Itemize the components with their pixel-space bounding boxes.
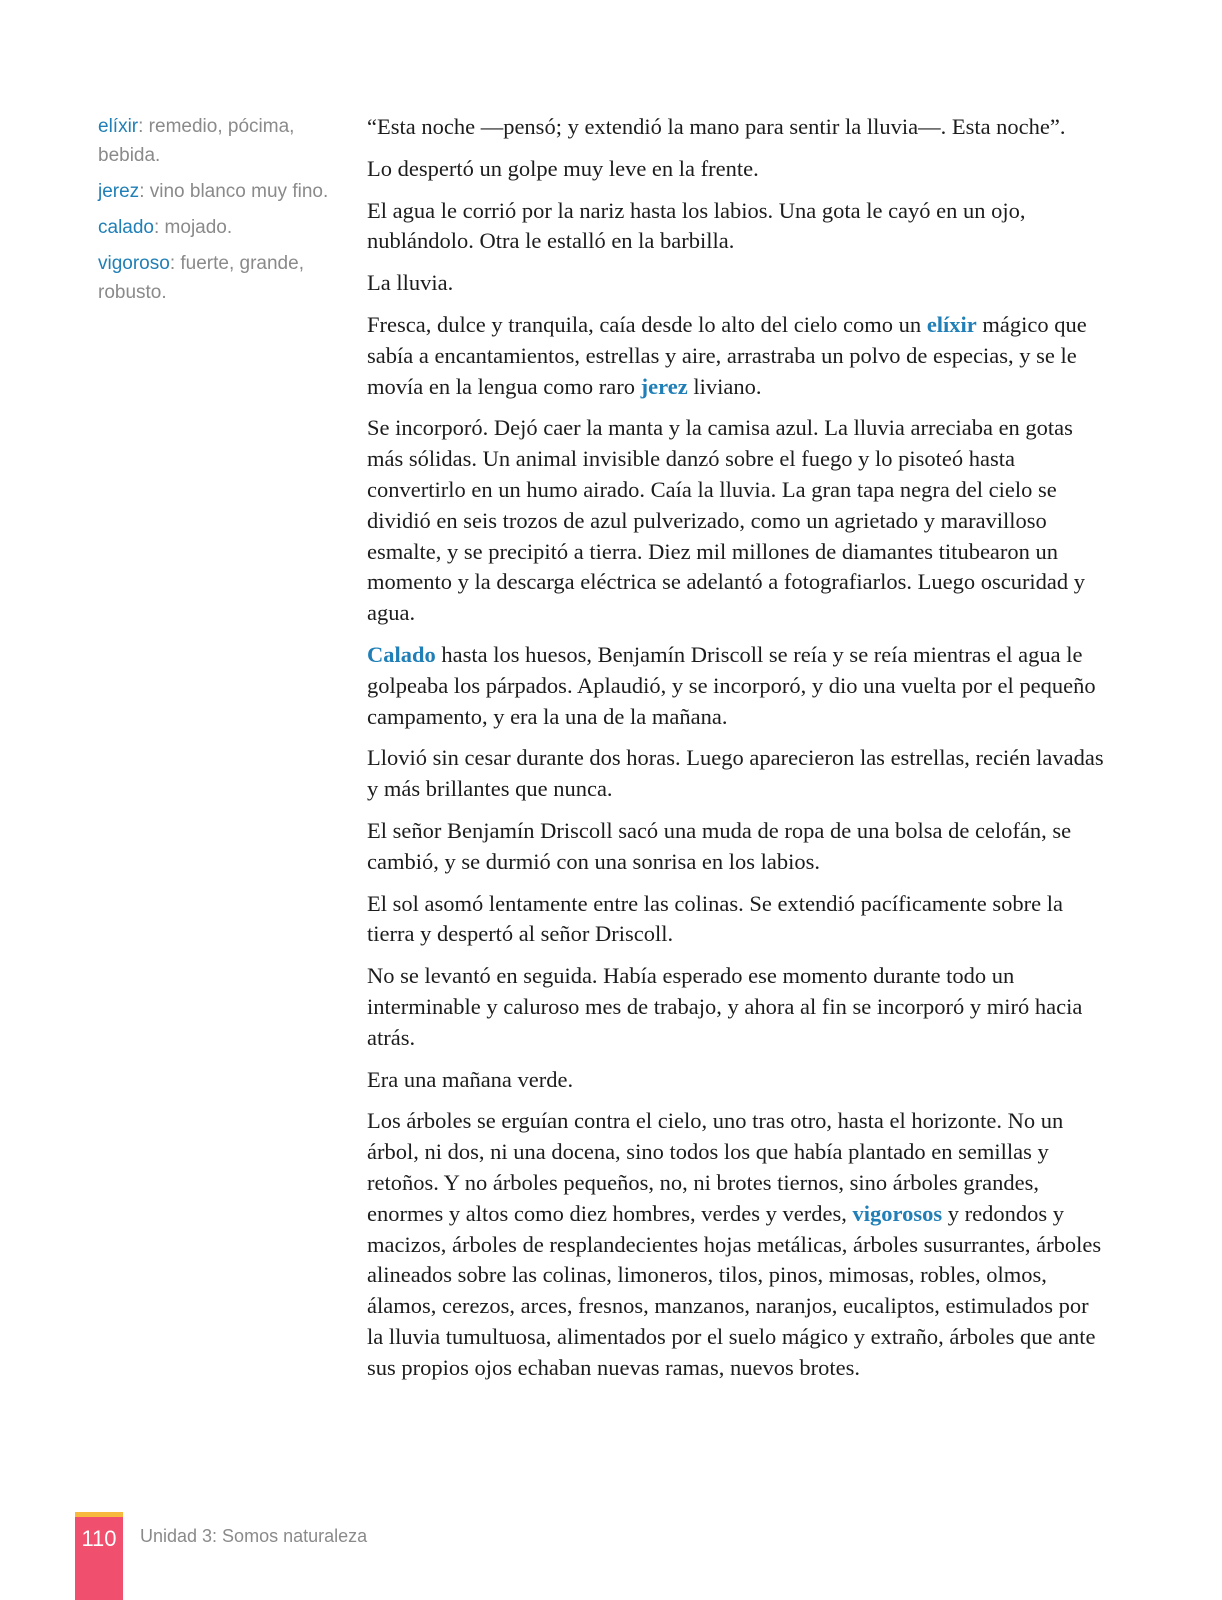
glossary-definition: : fuerte, grande, robusto. [98, 253, 304, 303]
glossary-sidebar [98, 112, 338, 314]
page-number-tab [75, 1512, 123, 1600]
glossary-definition: : vino blanco muy fino. [139, 181, 329, 202]
page-number-tab-accent [75, 1512, 123, 1517]
glossary-term: vigoroso [98, 253, 170, 274]
glossary-entry-calado [98, 213, 338, 242]
paragraph: Lo despertó un golpe muy leve en la frente. [367, 155, 759, 181]
glossary-definition: : mojado. [154, 217, 233, 238]
paragraph-text: mágico que sabía a encantamientos, estrellas y aire, arrastraba un polvo de especias, y se le movía en la lengua como raro [367, 311, 1087, 399]
paragraph: El señor Benjamín Driscoll sacó una muda de ropa de una bolsa de celofán, se cambió, y se durmió con una sonrisa en los labios. [367, 817, 1072, 874]
glossary-term: calado [98, 217, 154, 238]
paragraph-text: Los árboles se erguían contra el cielo, uno tras otro, hasta el horizonte. No un árbol, ni dos, ni una docena, sino todos los que había plantado en semillas y retoños. Y no árboles pequeños, no, ni brotes tiernos, sino árboles grandes, enormes y altos como diez hombres, verdes y verdes, [367, 1108, 1064, 1226]
paragraph: Era una mañana verde. [367, 1066, 574, 1092]
glossary-entry-vigoroso [98, 249, 338, 307]
paragraph: El agua le corrió por la nariz hasta los labios. Una gota le cayó en un ojo, nublándolo. Otra le estalló en la barbilla. [367, 197, 1026, 254]
glossary-entry-elixir [98, 112, 338, 170]
paragraph [367, 1106, 1107, 1383]
page-number: 110 [81, 1526, 117, 1551]
unit-title: Unidad 3: Somos naturaleza [140, 1526, 368, 1546]
paragraph [367, 640, 1107, 732]
paragraph: No se levantó en seguida. Había esperado ese momento durante todo un interminable y caluroso mes de trabajo, y ahora al fin se incorporó y miró hacia atrás. [367, 963, 1083, 1050]
paragraph: La lluvia. [367, 270, 454, 296]
glossary-definition: : remedio, pócima, bebida. [98, 116, 295, 166]
glossary-keyword-vigorosos: vigorosos [852, 1200, 943, 1226]
paragraph [367, 310, 1107, 402]
glossary-keyword-elixir: elíxir [926, 311, 977, 337]
glossary-term: jerez [98, 181, 140, 202]
paragraph: Llovió sin cesar durante dos horas. Luego aparecieron las estrellas, recién lavadas y más brillantes que nunca. [367, 745, 1104, 802]
glossary-term: elíxir [98, 116, 139, 137]
glossary-entry-jerez [98, 177, 338, 206]
paragraph-text: liviano. [687, 373, 762, 399]
paragraph: El sol asomó lentamente entre las colinas. Se extendió pacíficamente sobre la tierra y despertó al señor Driscoll. [367, 890, 1064, 947]
paragraph-text: y redondos y macizos, árboles de resplandecientes hojas metálicas, árboles susurrantes, árboles alineados sobre las colinas, limoneros, tilos, pinos, mimosas, robles, olmos, álamos, cerezos, arces, fresnos, manzanos, naranjos, eucaliptos, estimulados por la lluvia tumultuosa, alimentados por el suelo mágico y extraño, árboles que ante sus propios ojos echaban nuevas ramas, nuevos brotes. [367, 1200, 1102, 1380]
glossary-keyword-jerez: jerez [640, 373, 688, 399]
paragraph-text: hasta los huesos, Benjamín Driscoll se reía y se reía mientras el agua le golpeaba los párpados. Aplaudió, y se incorporó, y dio una vuelta por el pequeño campamento, y era la una de la mañana. [367, 641, 1096, 729]
paragraph: “Esta noche —pensó; y extendió la mano para sentir la lluvia—. Esta noche”. [367, 114, 1066, 139]
paragraph-text: Fresca, dulce y tranquila, caía desde lo alto del cielo como un [367, 311, 927, 337]
paragraph: Se incorporó. Dejó caer la manta y la camisa azul. La lluvia arreciaba en gotas más sólidas. Un animal invisible danzó sobre el fuego y lo pisoteó hasta convertirlo en un humo airado. Caía la lluvia. La gran tapa negra del cielo se dividió en seis trozos de azul pulverizado, como un agrietado y maravilloso esmalte, y se precipitó a tierra. Diez mil millones de diamantes titubearon un momento y la descarga eléctrica se adelantó a fotografiarlos. Luego oscuridad y agua. [367, 415, 1086, 626]
glossary-keyword-calado: Calado [367, 641, 436, 667]
story-text [367, 112, 1107, 1394]
